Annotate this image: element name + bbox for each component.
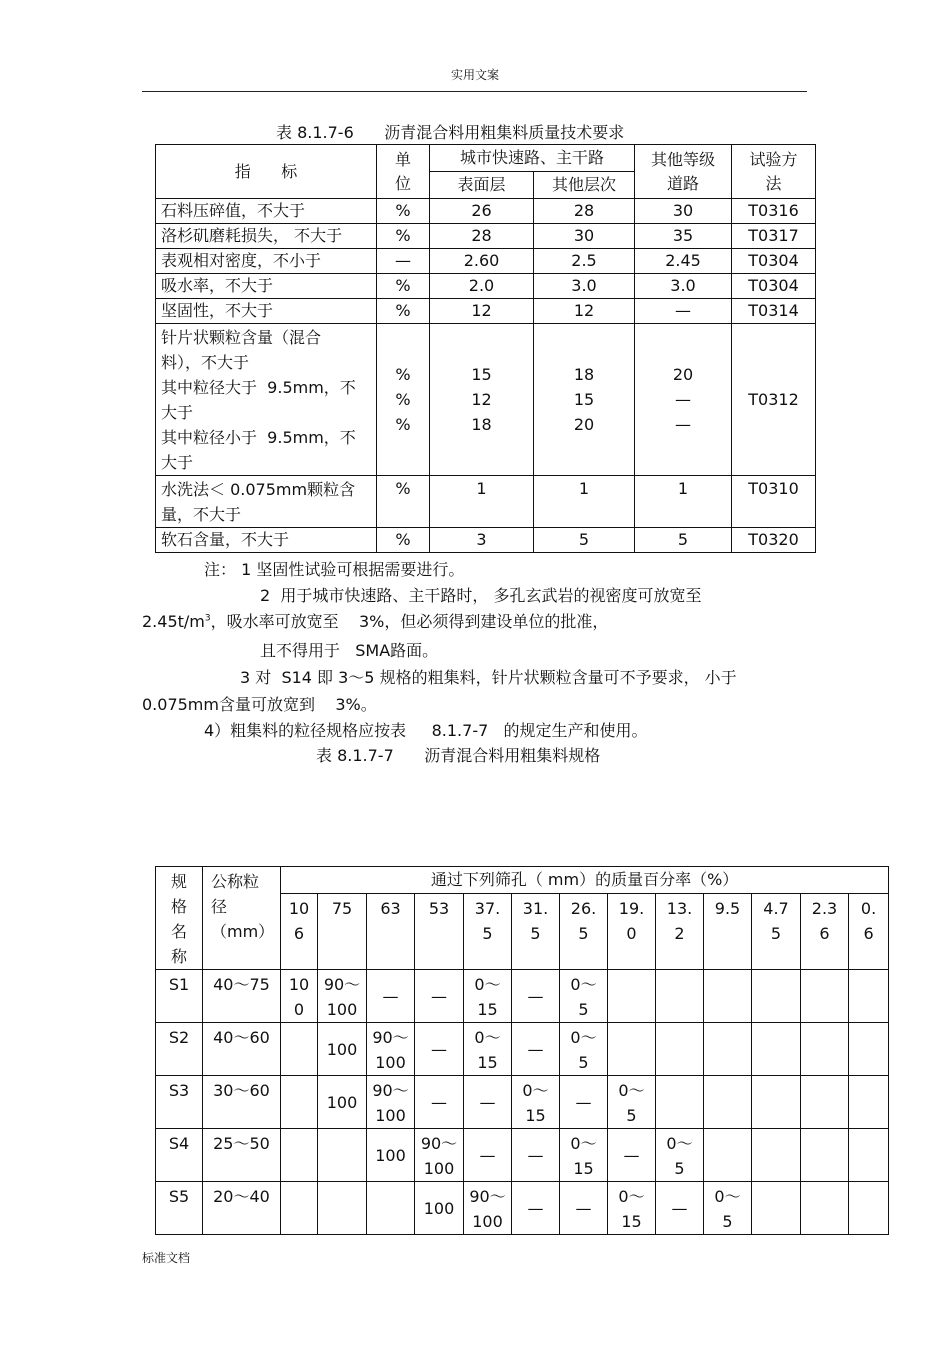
passing-percentage-cell: 90～ 100 [318,970,367,1023]
row-surface: 12 [430,299,534,324]
note-4: 4）粗集料的粒径规格应按表 8.1.7-7 的规定生产和使用。 [204,721,648,740]
passing-percentage-cell [656,970,704,1023]
passing-percentage-cell [849,1182,889,1235]
passing-percentage-cell [801,1076,849,1129]
passing-percentage-cell [752,970,801,1023]
row-method: T0310 [732,476,816,528]
row-other-roads: 30 [635,199,732,224]
coarse-aggregate-quality-table [155,144,816,553]
passing-percentage-cell: 100 [318,1076,367,1129]
passing-percentage-cell [801,1129,849,1182]
table-row [156,324,816,476]
passing-percentage-cell: 0～ 15 [464,970,512,1023]
passing-percentage-cell: — [512,1023,560,1076]
passing-percentage-cell [318,1182,367,1235]
row-unit: % [377,274,430,299]
row-indicator: 吸水率，不大于 [156,274,377,299]
nominal-size-cell: 30～60 [203,1076,281,1129]
passing-percentage-cell: 10 0 [281,970,318,1023]
header-sieve: 0. 6 [849,893,889,969]
header-surface-layer: 表面层 [430,172,534,199]
row-method: T0312 [732,324,816,476]
passing-percentage-cell [801,1182,849,1235]
nominal-size-cell: 20～40 [203,1182,281,1235]
row-other-roads: 35 [635,224,732,249]
row-indicator: 水洗法＜ 0.075mm颗粒含 量，不大于 [156,476,377,528]
header-sieve: 9.5 [704,893,752,969]
table-row [156,476,816,528]
header-divider [142,91,807,92]
page-footer: 标准文档 [142,1251,191,1265]
table2-caption: 表 8.1.7-7 沥青混合料用粗集料规格 [316,746,601,765]
header-unit: 单 位 [377,145,430,199]
row-surface: 15 12 18 [430,324,534,476]
row-method: T0304 [732,274,816,299]
passing-percentage-cell: 0～ 15 [608,1182,656,1235]
passing-percentage-cell [801,970,849,1023]
header-sieve: 19. 0 [608,893,656,969]
coarse-aggregate-spec-table [155,866,889,1235]
note-2-line2 [142,609,608,632]
row-indicator: 洛杉矶磨耗损失， 不大于 [156,224,377,249]
row-unit: — [377,249,430,274]
passing-percentage-cell: 0～ 5 [656,1129,704,1182]
passing-percentage-cell: — [464,1129,512,1182]
row-other-layers: 2.5 [534,249,635,274]
passing-percentage-cell [608,1023,656,1076]
header-sieve: 75 [318,893,367,969]
passing-percentage-cell: — [512,1129,560,1182]
row-unit: % [377,224,430,249]
header-nominal-size: 公称粒 径（mm） [203,867,281,970]
page-header: 实用文案 [450,68,499,82]
passing-percentage-cell [801,1023,849,1076]
note-2-water-absorption: ，吸水率可放宽至 3%，但必须得到建设单位的批准， [210,612,609,631]
passing-percentage-cell: 100 [367,1129,415,1182]
header-indicator: 指 标 [156,145,377,199]
row-indicator: 坚固性，不大于 [156,299,377,324]
table-row [156,249,816,274]
passing-percentage-cell [752,1129,801,1182]
row-surface: 1 [430,476,534,528]
passing-percentage-cell: — [415,1076,464,1129]
passing-percentage-cell: — [367,970,415,1023]
passing-percentage-cell: 0～ 15 [560,1129,608,1182]
row-other-roads: 2.45 [635,249,732,274]
row-unit: % [377,199,430,224]
spec-name-cell: S3 [156,1076,203,1129]
row-other-layers: 3.0 [534,274,635,299]
note-2-superscript: 3 [204,613,211,624]
table-row [156,528,816,553]
passing-percentage-cell: — [560,1182,608,1235]
row-other-layers: 1 [534,476,635,528]
passing-percentage-cell: 0～ 5 [704,1182,752,1235]
passing-percentage-cell: 90～ 100 [367,1076,415,1129]
spec-name-cell: S1 [156,970,203,1023]
passing-percentage-cell: 0～ 15 [464,1023,512,1076]
passing-percentage-cell [281,1129,318,1182]
row-other-layers: 28 [534,199,635,224]
header-sieve: 10 6 [281,893,318,969]
passing-percentage-cell: — [656,1182,704,1235]
header-sieve: 37. 5 [464,893,512,969]
note-3-line1: 3 对 S14 即 3～5 规格的粗集料，针片状颗粒含量可不予要求， 小于 [240,668,737,687]
table-row [156,1076,889,1129]
spec-name-cell: S4 [156,1129,203,1182]
row-unit: % [377,528,430,553]
passing-percentage-cell: — [415,970,464,1023]
header-city-expressway: 城市快速路、主干路 [430,145,635,172]
spec-name-cell: S5 [156,1182,203,1235]
row-method: T0320 [732,528,816,553]
passing-percentage-cell [281,1076,318,1129]
table-row [156,1023,889,1076]
spec-name-cell: S2 [156,1023,203,1076]
row-unit: % [377,476,430,528]
row-surface: 2.60 [430,249,534,274]
table1-caption: 表 8.1.7-6 沥青混合料用粗集料质量技术要求 [276,123,625,142]
passing-percentage-cell: 90～ 100 [415,1129,464,1182]
row-surface: 28 [430,224,534,249]
passing-percentage-cell [281,1023,318,1076]
passing-percentage-cell [849,1023,889,1076]
row-indicator: 针片状颗粒含量（混合 料），不大于 其中粒径大于 9.5mm，不 大于 其中粒径小于 9.5mm，不 大于 [156,324,377,476]
row-method: T0314 [732,299,816,324]
passing-percentage-cell [656,1023,704,1076]
nominal-size-cell: 25～50 [203,1129,281,1182]
passing-percentage-cell [704,970,752,1023]
passing-percentage-cell [704,1023,752,1076]
passing-percentage-cell: — [415,1023,464,1076]
passing-percentage-cell [849,1129,889,1182]
note-2-line1: 2 用于城市快速路、主干路时， 多孔玄武岩的视密度可放宽至 [260,586,702,605]
row-indicator: 石料压碎值，不大于 [156,199,377,224]
header-spec-name: 规 格 名 称 [156,867,203,970]
row-method: T0304 [732,249,816,274]
row-indicator: 表观相对密度，不小于 [156,249,377,274]
row-other-roads: 3.0 [635,274,732,299]
passing-percentage-cell: — [608,1129,656,1182]
passing-percentage-cell: — [512,1182,560,1235]
table-row [156,970,889,1023]
note-3-line2: 0.075mm含量可放宽到 3%。 [142,695,377,714]
note-2-density-value: 2.45t/m [142,612,205,631]
table-row [156,224,816,249]
row-unit: % [377,299,430,324]
header-sieve: 63 [367,893,415,969]
passing-percentage-cell [752,1023,801,1076]
passing-percentage-cell [752,1076,801,1129]
header-sieve: 4.7 5 [752,893,801,969]
row-other-layers: 18 15 20 [534,324,635,476]
row-unit: % % % [377,324,430,476]
header-sieve: 31. 5 [512,893,560,969]
note-2-line3: 且不得用于 SMA路面。 [260,641,439,660]
table-row [156,1182,889,1235]
table-row [156,199,816,224]
passing-percentage-cell [752,1182,801,1235]
passing-percentage-cell [704,1076,752,1129]
passing-percentage-cell: — [464,1076,512,1129]
passing-percentage-cell: — [512,970,560,1023]
table-row [156,299,816,324]
header-sieve: 53 [415,893,464,969]
row-method: T0316 [732,199,816,224]
note-1: 注： 1 坚固性试验可根据需要进行。 [204,560,465,579]
passing-percentage-cell [849,1076,889,1129]
passing-percentage-cell [281,1182,318,1235]
row-surface: 26 [430,199,534,224]
row-surface: 3 [430,528,534,553]
header-sieve: 2.3 6 [801,893,849,969]
row-indicator: 软石含量，不大于 [156,528,377,553]
row-other-layers: 5 [534,528,635,553]
header-sieve: 26. 5 [560,893,608,969]
passing-percentage-cell [656,1076,704,1129]
table-row [156,1129,889,1182]
passing-percentage-cell: 90～ 100 [367,1023,415,1076]
passing-percentage-cell: — [560,1076,608,1129]
header-other-roads: 其他等级 道路 [635,145,732,199]
table-row [156,274,816,299]
passing-percentage-cell [704,1129,752,1182]
passing-percentage-cell: 0～ 5 [560,970,608,1023]
passing-percentage-cell: 100 [318,1023,367,1076]
row-other-layers: 12 [534,299,635,324]
row-surface: 2.0 [430,274,534,299]
passing-percentage-cell [849,970,889,1023]
passing-percentage-cell: 90～ 100 [464,1182,512,1235]
passing-percentage-cell [318,1129,367,1182]
passing-percentage-cell [608,970,656,1023]
nominal-size-cell: 40～75 [203,970,281,1023]
header-passing-percentage: 通过下列筛孔（ mm）的质量百分率（%） [281,867,889,894]
row-other-roads: 1 [635,476,732,528]
passing-percentage-cell: 0～ 15 [512,1076,560,1129]
row-other-roads: 20 — — [635,324,732,476]
passing-percentage-cell [367,1182,415,1235]
header-test-method: 试验方 法 [732,145,816,199]
row-method: T0317 [732,224,816,249]
row-other-roads: 5 [635,528,732,553]
passing-percentage-cell: 0～ 5 [608,1076,656,1129]
nominal-size-cell: 40～60 [203,1023,281,1076]
row-other-layers: 30 [534,224,635,249]
passing-percentage-cell: 100 [415,1182,464,1235]
passing-percentage-cell: 0～ 5 [560,1023,608,1076]
header-sieve: 13. 2 [656,893,704,969]
row-other-roads: — [635,299,732,324]
header-other-layers: 其他层次 [534,172,635,199]
